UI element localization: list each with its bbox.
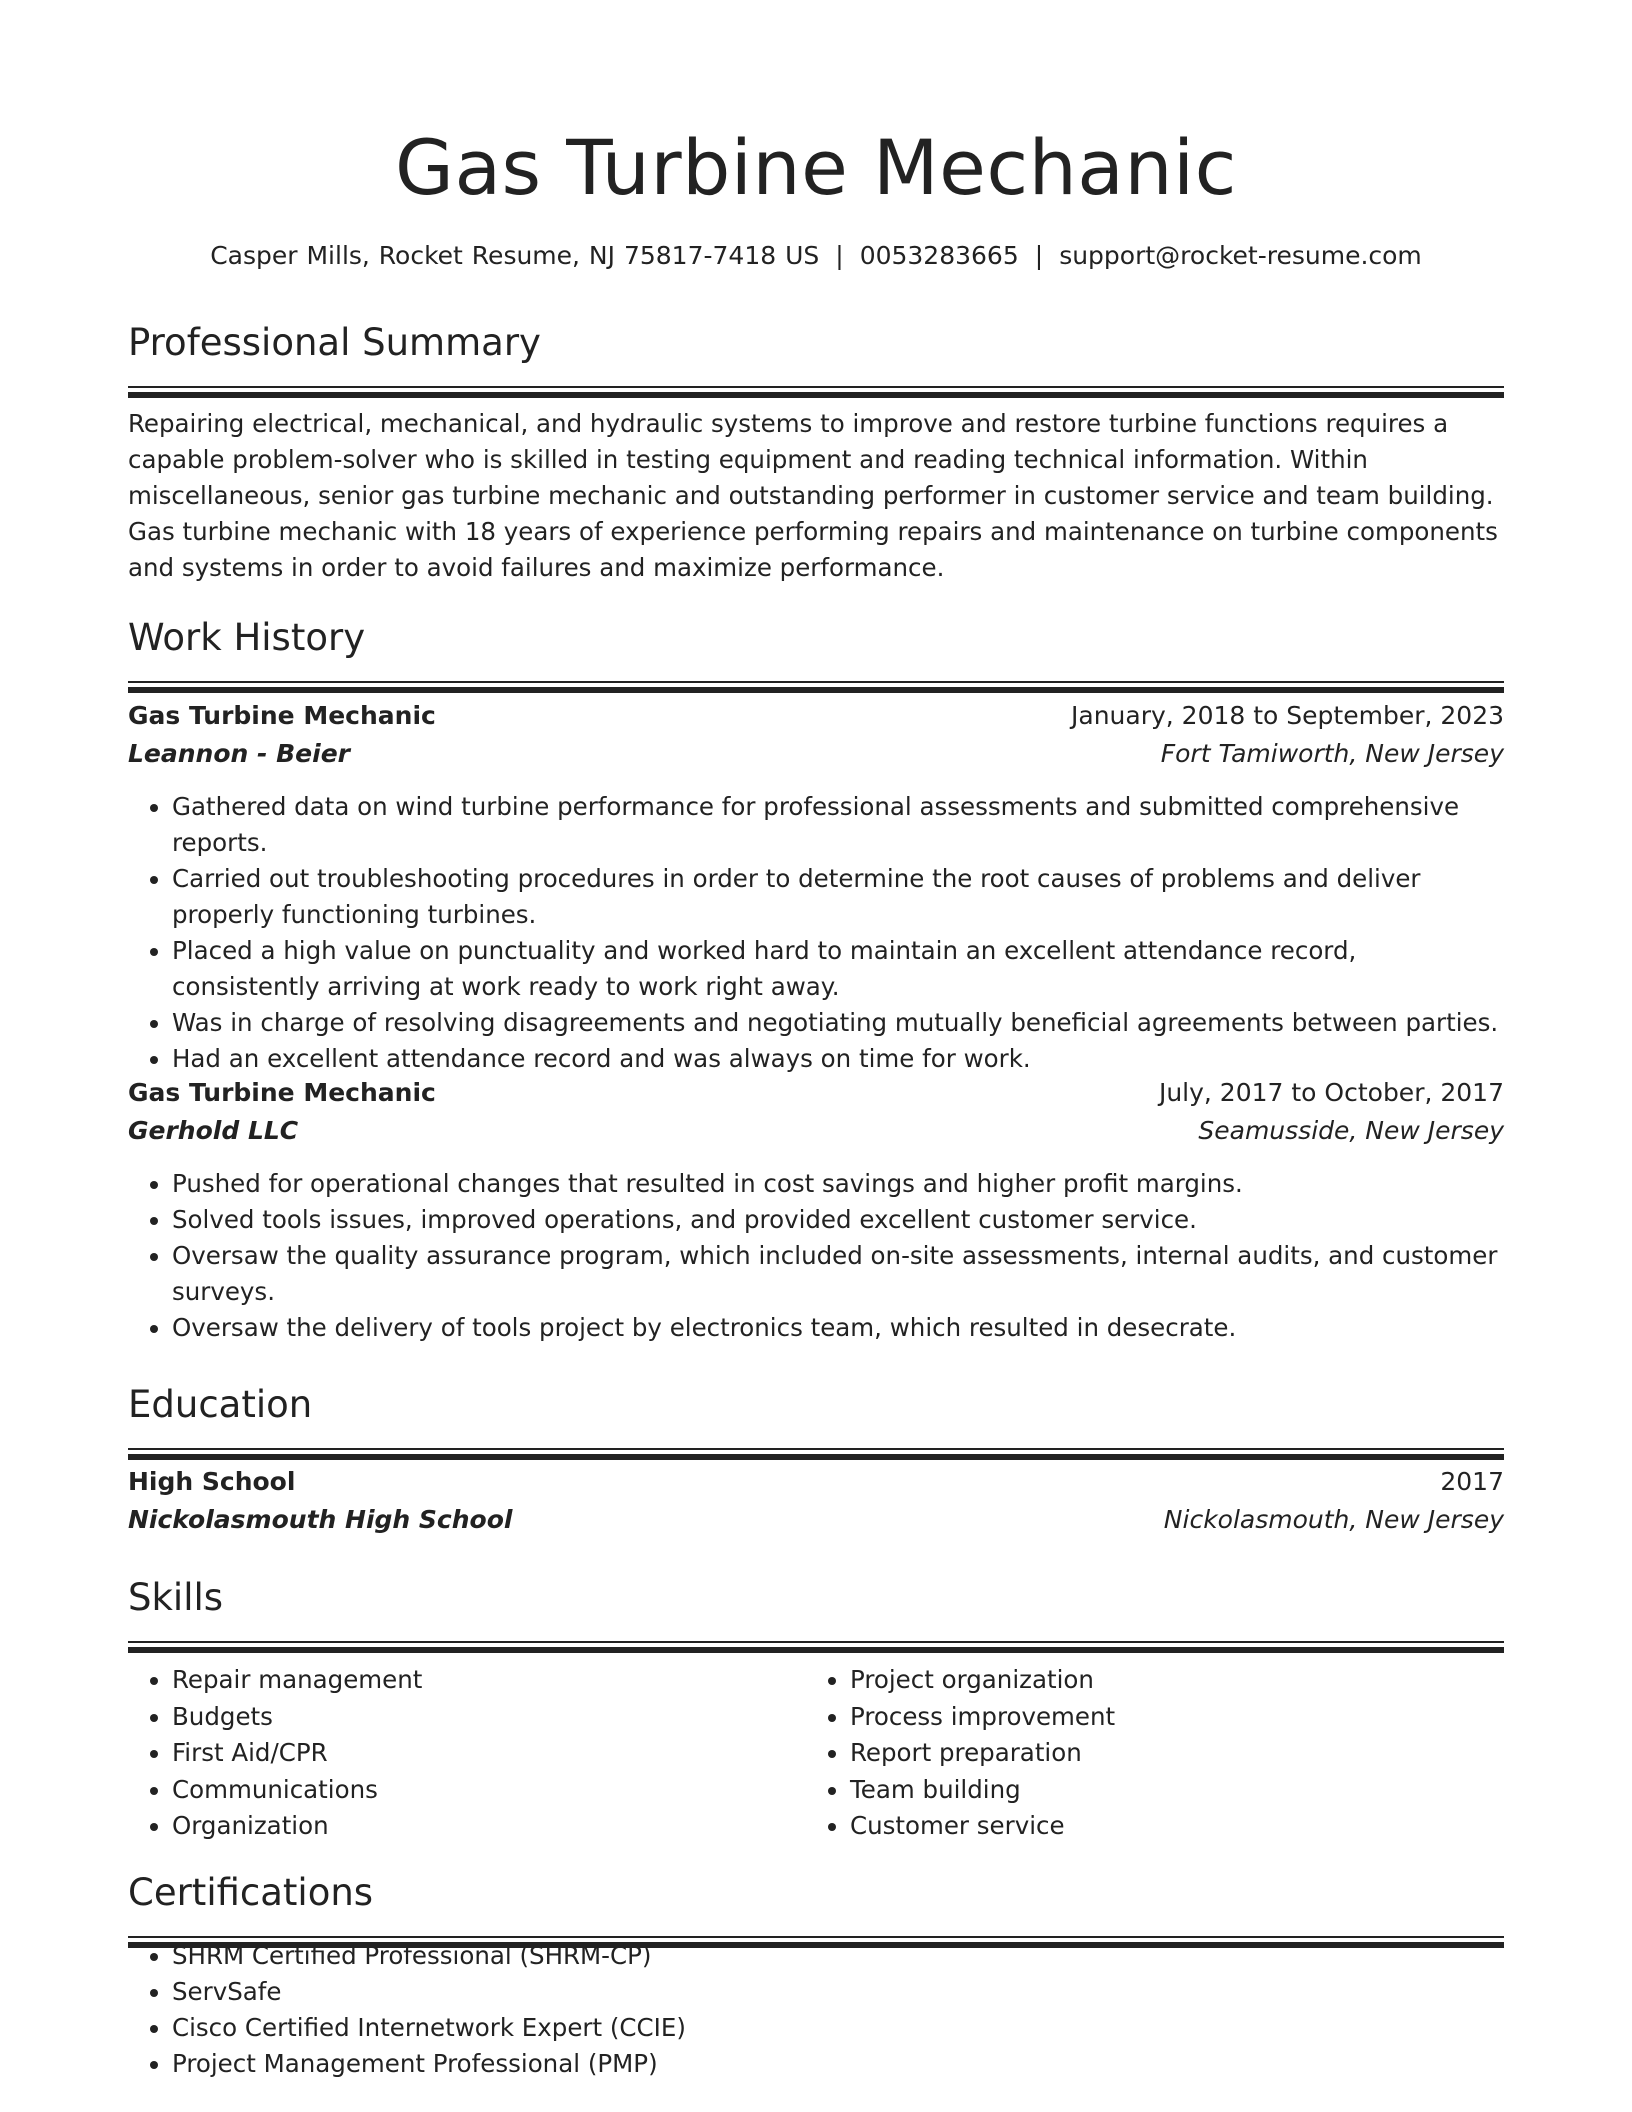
job-title: Gas Turbine Mechanic — [128, 1078, 436, 1107]
education-subheader — [128, 1501, 1504, 1539]
list-item: • Was in charge of resolving disagreements and negotiating mutually beneficial agreements between parties. — [172, 1005, 1504, 1041]
list-item: • Had an excellent attendance record and was always on time for work. — [172, 1041, 1504, 1077]
section-heading: Professional Summary — [128, 321, 541, 364]
job-bullets — [128, 1166, 1504, 1346]
job-dates: July, 2017 to October, 2017 — [1158, 1078, 1504, 1107]
section-heading: Education — [128, 1383, 313, 1426]
job-subheader — [128, 735, 1504, 773]
job-company: Leannon - Beier — [128, 739, 350, 768]
skills-column-left — [128, 1662, 806, 1845]
certification-item: • ServSafe — [172, 1974, 1504, 2010]
job-header — [128, 697, 1504, 735]
certification-item: • SHRM Certified Professional (SHRM-CP) — [172, 1938, 1504, 1974]
contact-address: Casper Mills, Rocket Resume, NJ 75817-7418 US — [210, 241, 820, 270]
section-divider-thick — [128, 687, 1504, 693]
skills-list — [128, 1662, 1504, 1845]
section-divider — [128, 1641, 1504, 1643]
section-skills — [128, 1573, 1504, 1653]
job-entry — [128, 697, 1504, 1077]
education-header — [128, 1463, 1504, 1501]
skill-item: • Organization — [172, 1808, 806, 1845]
certification-item: • Cisco Certified Internetwork Expert (CCIE) — [172, 2010, 1504, 2046]
job-location: Seamusside, New Jersey — [1198, 1116, 1504, 1145]
section-divider-thick — [128, 1454, 1504, 1460]
skill-item: • Team building — [850, 1772, 1484, 1809]
job-entry — [128, 1074, 1504, 1346]
section-divider-thick — [128, 392, 1504, 398]
job-bullets — [128, 789, 1504, 1077]
job-company: Gerhold LLC — [128, 1116, 299, 1145]
job-header — [128, 1074, 1504, 1112]
section-work-history — [128, 613, 1504, 693]
list-item: • Gathered data on wind turbine performance for professional assessments and submitted comprehensive reports. — [172, 789, 1504, 861]
education-location: Nickolasmouth, New Jersey — [1163, 1505, 1504, 1534]
certification-bullets — [128, 1938, 1504, 2082]
job-subheader — [128, 1112, 1504, 1150]
skills-column-right — [806, 1662, 1484, 1845]
skill-item: • First Aid/CPR — [172, 1735, 806, 1772]
section-heading: Work History — [128, 616, 366, 659]
list-item: • Carried out troubleshooting procedures in order to determine the root causes of problems and deliver properly functioning turbines. — [172, 861, 1504, 933]
education-degree: High School — [128, 1467, 296, 1496]
list-item: • Solved tools issues, improved operations, and provided excellent customer service. — [172, 1202, 1504, 1238]
skill-item: • Communications — [172, 1772, 806, 1809]
section-divider — [128, 386, 1504, 388]
summary-text: Repairing electrical, mechanical, and hydraulic systems to improve and restore turbine functions requires a capable problem-solver who is skilled in testing equipment and reading technical information. Within miscellaneous, senior gas turbine mechanic and outstanding performer in customer service and team building. Gas turbine mechanic with 18 years of experience performing repairs and maintenance on turbine components and systems in order to avoid failures and maximize performance. — [128, 409, 1498, 582]
section-certifications — [128, 1868, 1504, 1948]
education-entry — [128, 1463, 1504, 1539]
section-heading: Skills — [128, 1576, 224, 1619]
section-professional-summary — [128, 318, 1504, 398]
section-heading: Certifications — [128, 1871, 374, 1914]
skill-item: • Project organization — [850, 1662, 1484, 1699]
skill-item: • Report preparation — [850, 1735, 1484, 1772]
list-item: • Oversaw the delivery of tools project by electronics team, which resulted in desecrate. — [172, 1310, 1504, 1346]
list-item: • Oversaw the quality assurance program, which included on-site assessments, internal audits, and customer surveys. — [172, 1238, 1504, 1310]
skill-item: • Budgets — [172, 1699, 806, 1736]
contact-line — [128, 238, 1504, 274]
education-school: Nickolasmouth High School — [128, 1505, 513, 1534]
candidate-name: Gas Turbine Mechanic — [395, 123, 1237, 212]
job-dates: January, 2018 to September, 2023 — [1071, 701, 1504, 730]
skill-item: • Process improvement — [850, 1699, 1484, 1736]
skill-item: • Repair management — [172, 1662, 806, 1699]
job-location: Fort Tamiworth, New Jersey — [1160, 739, 1504, 768]
list-item: • Pushed for operational changes that resulted in cost savings and higher profit margins. — [172, 1166, 1504, 1202]
certification-item: • Project Management Professional (PMP) — [172, 2046, 1504, 2082]
section-divider — [128, 681, 1504, 683]
job-title: Gas Turbine Mechanic — [128, 701, 436, 730]
section-divider — [128, 1448, 1504, 1450]
section-education — [128, 1380, 1504, 1460]
list-item: • Placed a high value on punctuality and worked hard to maintain an excellent attendance record, consistently arriving at work ready to work right away. — [172, 933, 1504, 1005]
certifications-list — [128, 1938, 1504, 2082]
education-year: 2017 — [1440, 1467, 1504, 1496]
contact-phone: 0053283665 — [859, 241, 1019, 270]
contact-separator: | — [1034, 241, 1044, 270]
contact-separator: | — [835, 241, 844, 270]
contact-email: support@rocket-resume.com — [1059, 241, 1422, 270]
skill-item: • Customer service — [850, 1808, 1484, 1845]
section-divider-thick — [128, 1647, 1504, 1653]
